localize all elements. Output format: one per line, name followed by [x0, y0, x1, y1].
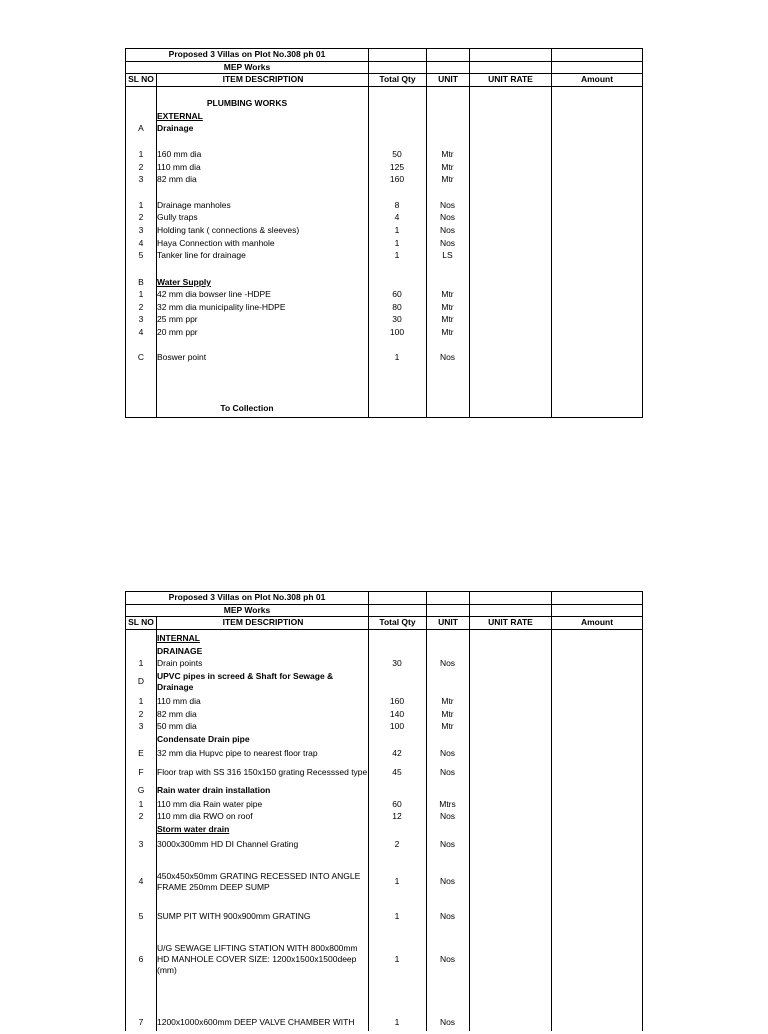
- item-description-cell: Haya Connection with manhole: [157, 238, 275, 248]
- sl-no-cell: 5: [138, 911, 144, 921]
- table-row: [126, 98, 642, 110]
- unit-cell: Nos: [439, 954, 456, 964]
- header-unit: UNIT: [426, 617, 469, 629]
- item-description-cell: To Collection: [220, 403, 274, 413]
- sl-no-cell: 3: [138, 839, 144, 849]
- table-row: [126, 238, 642, 250]
- table-row: [126, 824, 642, 836]
- unit-cell: Nos: [439, 1017, 456, 1027]
- item-description-cell: 82 mm dia: [157, 709, 197, 719]
- unit-cell: Nos: [439, 876, 456, 886]
- project-title: Proposed 3 Villas on Plot No.308 ph 01: [168, 592, 326, 602]
- table-row: [126, 839, 642, 851]
- item-description-cell: Rain water drain installation: [157, 785, 271, 795]
- sl-no-cell: 4: [138, 876, 144, 886]
- item-description-cell: Floor trap with SS 316 150x150 grating Recesssed type: [157, 767, 368, 777]
- table-row: [126, 212, 642, 224]
- sl-no-cell: 6: [138, 954, 144, 964]
- unit-cell: Nos: [439, 200, 456, 210]
- item-description-cell: EXTERNAL: [157, 111, 203, 121]
- unit-cell: Nos: [439, 238, 456, 248]
- table-row: [126, 1012, 642, 1034]
- table-row: [126, 327, 642, 339]
- item-description-cell: 1200x1000x600mm DEEP VALVE CHAMBER WITH: [157, 1017, 355, 1027]
- sl-no-cell: 1: [138, 799, 144, 809]
- sheet-body: [126, 87, 642, 418]
- item-description-cell: 450x450x50mm GRATING RECESSED INTO ANGLE FRAME 250mm DEEP SUMP: [157, 870, 361, 892]
- sl-no-cell: 2: [138, 162, 144, 172]
- sl-no-cell: 1: [138, 696, 144, 706]
- total-qty-cell: 160: [389, 696, 405, 706]
- item-description-cell: Storm water drain: [157, 824, 230, 834]
- unit-cell: Mtrs: [439, 799, 456, 809]
- header-amount: Amount: [551, 74, 642, 86]
- item-description-cell: DRAINAGE: [157, 646, 203, 656]
- total-qty-cell: 100: [389, 721, 405, 731]
- sl-no-cell: 7: [138, 1017, 144, 1027]
- column-header-row: [126, 74, 642, 87]
- sl-no-cell: 3: [138, 225, 144, 235]
- unit-cell: Mtr: [441, 721, 454, 731]
- total-qty-cell: 1: [394, 238, 400, 248]
- total-qty-cell: 1: [394, 225, 400, 235]
- unit-cell: Nos: [439, 767, 456, 777]
- item-description-cell: Gully traps: [157, 212, 198, 222]
- table-row: [126, 709, 642, 721]
- item-description-cell: 25 mm ppr: [157, 314, 198, 324]
- sl-no-cell: 2: [138, 302, 144, 312]
- item-description-cell: Drainage manholes: [157, 200, 231, 210]
- sl-no-cell: 2: [138, 811, 144, 821]
- table-row: [126, 811, 642, 823]
- item-description-cell: PLUMBING WORKS: [206, 98, 288, 108]
- unit-cell: Nos: [439, 212, 456, 222]
- table-row: [126, 302, 642, 314]
- item-description-cell: UPVC pipes in screed & Shaft for Sewage & Drainage: [157, 670, 334, 692]
- table-row: [126, 162, 642, 174]
- table-row: [126, 671, 642, 693]
- unit-cell: Mtr: [441, 696, 454, 706]
- item-description-cell: 50 mm dia: [157, 721, 197, 731]
- item-description-cell: 20 mm ppr: [157, 327, 198, 337]
- table-row: [126, 403, 642, 415]
- sl-no-cell: 3: [138, 314, 144, 324]
- total-qty-cell: 30: [392, 658, 402, 668]
- header-item-description: ITEM DESCRIPTION: [156, 74, 368, 86]
- unit-cell: Mtr: [441, 149, 454, 159]
- sl-no-cell: 4: [138, 327, 144, 337]
- item-description-cell: INTERNAL: [157, 633, 200, 643]
- unit-cell: LS: [442, 250, 453, 260]
- total-qty-cell: 140: [389, 709, 405, 719]
- unit-cell: Mtr: [441, 302, 454, 312]
- unit-cell: Nos: [439, 352, 456, 362]
- table-row: [126, 111, 642, 123]
- header-unit-rate: UNIT RATE: [469, 74, 551, 86]
- table-row: [126, 785, 642, 797]
- item-description-cell: 42 mm dia bowser line -HDPE: [157, 289, 271, 299]
- unit-cell: Mtr: [441, 314, 454, 324]
- sl-no-cell: A: [138, 123, 144, 133]
- sl-no-cell: 1: [138, 658, 144, 668]
- item-description-cell: 110 mm dia: [157, 696, 201, 706]
- item-description-cell: 110 mm dia: [157, 162, 201, 172]
- header-sl-no: SL NO: [128, 617, 154, 627]
- boq-sheet-internal-drainage: [125, 591, 643, 1031]
- table-row: [126, 225, 642, 237]
- table-row: [126, 799, 642, 811]
- item-description-cell: U/G SEWAGE LIFTING STATION WITH 800x800mm HD MANHOLE COVER SIZE: 1200x1500x1500deep (mm): [157, 943, 358, 975]
- total-qty-cell: 1: [394, 250, 400, 260]
- table-row: [126, 658, 642, 670]
- item-description-cell: 3000x300mm HD DI Channel Grating: [157, 839, 299, 849]
- column-header-row: [126, 617, 642, 630]
- sl-no-cell: E: [138, 748, 144, 758]
- unit-cell: Nos: [439, 658, 456, 668]
- sl-no-cell: 2: [138, 212, 144, 222]
- header-unit: UNIT: [426, 74, 469, 86]
- item-description-cell: Holding tank ( connections & sleeves): [157, 225, 300, 235]
- item-description-cell: 110 mm dia RWO on roof: [157, 811, 253, 821]
- table-row: [126, 748, 642, 760]
- header-total-qty: Total Qty: [368, 617, 426, 629]
- unit-cell: Mtr: [441, 162, 454, 172]
- table-row: [126, 721, 642, 733]
- total-qty-cell: 1: [394, 876, 400, 886]
- item-description-cell: 160 mm dia: [157, 149, 202, 159]
- works-title-row: [126, 605, 642, 618]
- total-qty-cell: 1: [394, 1017, 400, 1027]
- header-sl-no: SL NO: [128, 74, 154, 84]
- sl-no-cell: 3: [138, 721, 144, 731]
- boq-sheet-plumbing-external: [125, 48, 643, 418]
- total-qty-cell: 8: [394, 200, 400, 210]
- sl-no-cell: C: [137, 352, 145, 362]
- table-row: [126, 277, 642, 289]
- item-description-cell: 32 mm dia municipality line-HDPE: [157, 302, 286, 312]
- total-qty-cell: 160: [389, 174, 405, 184]
- total-qty-cell: 50: [392, 149, 402, 159]
- item-description-cell: 82 mm dia: [157, 174, 197, 184]
- table-row: [126, 149, 642, 161]
- works-title-row: [126, 62, 642, 75]
- table-row: [126, 174, 642, 186]
- item-description-cell: SUMP PIT WITH 900x900mm GRATING: [157, 911, 311, 921]
- sl-no-cell: D: [137, 676, 145, 686]
- unit-cell: Nos: [439, 748, 456, 758]
- sl-no-cell: 5: [138, 250, 144, 260]
- item-description-cell: Drainage: [157, 123, 194, 133]
- sheet-title-row: [126, 49, 642, 62]
- item-description-cell: Condensate Drain pipe: [157, 734, 250, 744]
- table-row: [126, 734, 642, 746]
- unit-cell: Nos: [439, 839, 456, 849]
- sheet-body: [126, 630, 642, 1031]
- table-row: [126, 696, 642, 708]
- sheet-title-row: [126, 592, 642, 605]
- total-qty-cell: 125: [389, 162, 405, 172]
- unit-cell: Mtr: [441, 174, 454, 184]
- sl-no-cell: 1: [138, 200, 144, 210]
- unit-cell: Mtr: [441, 327, 454, 337]
- unit-cell: Nos: [439, 911, 456, 921]
- total-qty-cell: 2: [394, 839, 400, 849]
- total-qty-cell: 42: [392, 748, 402, 758]
- total-qty-cell: 4: [394, 212, 400, 222]
- unit-cell: Mtr: [441, 289, 454, 299]
- unit-cell: Nos: [439, 225, 456, 235]
- item-description-cell: Drain points: [157, 658, 203, 668]
- unit-cell: Nos: [439, 811, 456, 821]
- table-row: [126, 943, 642, 976]
- sl-no-cell: F: [138, 767, 144, 777]
- total-qty-cell: 45: [392, 767, 402, 777]
- header-item-description: ITEM DESCRIPTION: [156, 617, 368, 629]
- works-title: MEP Works: [223, 604, 271, 615]
- table-row: [126, 762, 642, 784]
- total-qty-cell: 1: [394, 911, 400, 921]
- header-unit-rate: UNIT RATE: [469, 617, 551, 629]
- sl-no-cell: B: [138, 277, 144, 287]
- table-row: [126, 289, 642, 301]
- item-description-cell: 32 mm dia Hupvc pipe to nearest floor trap: [157, 748, 318, 758]
- unit-cell: Mtr: [441, 709, 454, 719]
- table-row: [126, 633, 642, 645]
- item-description-cell: Boswer point: [157, 352, 207, 362]
- sl-no-cell: 3: [138, 174, 144, 184]
- works-title: MEP Works: [223, 61, 271, 72]
- total-qty-cell: 80: [392, 302, 402, 312]
- header-total-qty: Total Qty: [368, 74, 426, 86]
- project-title: Proposed 3 Villas on Plot No.308 ph 01: [168, 49, 326, 59]
- sl-no-cell: 1: [138, 289, 144, 299]
- table-row: [126, 871, 642, 893]
- total-qty-cell: 1: [394, 352, 400, 362]
- sl-no-cell: 4: [138, 238, 144, 248]
- total-qty-cell: 30: [392, 314, 402, 324]
- item-description-cell: 110 mm dia Rain water pipe: [157, 799, 263, 809]
- total-qty-cell: 60: [392, 289, 402, 299]
- total-qty-cell: 12: [392, 811, 402, 821]
- item-description-cell: Water Supply: [157, 277, 211, 287]
- total-qty-cell: 100: [389, 327, 405, 337]
- table-row: [126, 911, 642, 923]
- table-row: [126, 646, 642, 658]
- sl-no-cell: G: [137, 785, 145, 795]
- total-qty-cell: 60: [392, 799, 402, 809]
- header-amount: Amount: [551, 617, 642, 629]
- table-row: [126, 123, 642, 135]
- total-qty-cell: 1: [394, 954, 400, 964]
- sl-no-cell: 2: [138, 709, 144, 719]
- sl-no-cell: 1: [138, 149, 144, 159]
- table-row: [126, 352, 642, 364]
- table-row: [126, 250, 642, 262]
- item-description-cell: Tanker line for drainage: [157, 250, 246, 260]
- table-row: [126, 200, 642, 212]
- table-row: [126, 314, 642, 326]
